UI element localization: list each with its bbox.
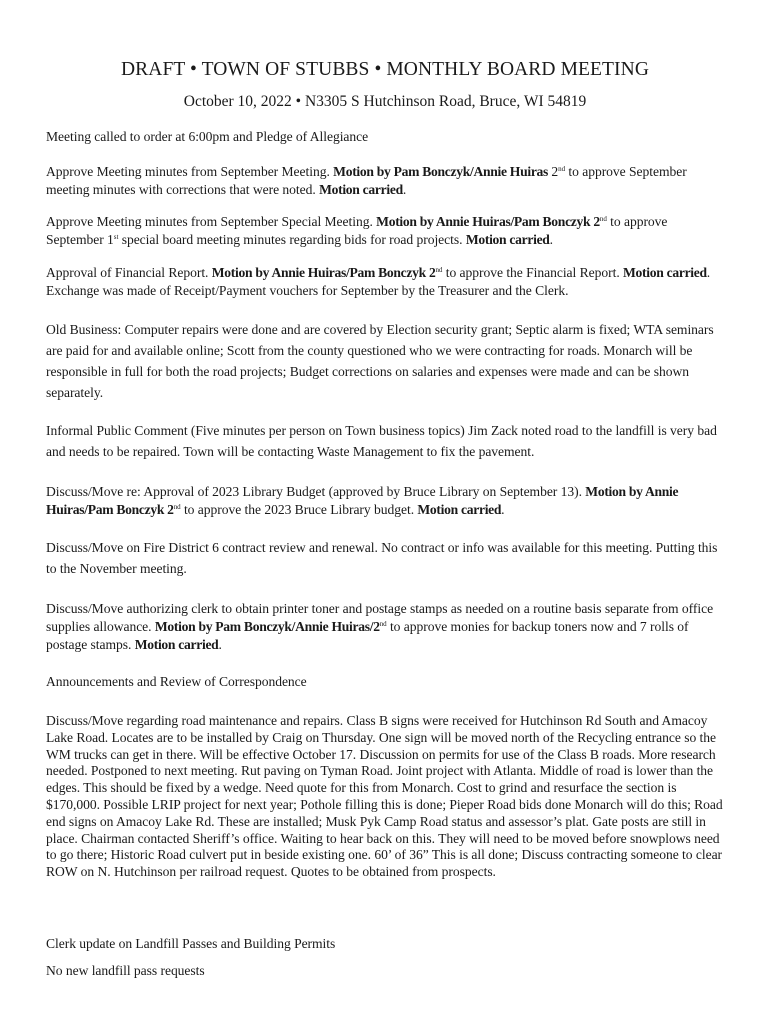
paragraph-fire-district: Discuss/Move on Fire District 6 contract review and renewal. No contract or info was available for this meeting. Putting this to the November meeting. xyxy=(46,540,718,576)
paragraph-printer-toner-stamps: Discuss/Move authorizing clerk to obtain printer toner and postage stamps as needed on a routine basis separate from office supplies allowance. Motion by Pam Bonczyk/Annie Huiras/2nd to approve monies for backup toners now and 7 rolls of postage stamps. Motion carried. xyxy=(46,601,714,652)
motion-text: Motion by Pam Bonczyk/Annie Huiras xyxy=(333,164,549,179)
motion-result: Motion carried xyxy=(319,182,403,197)
motion-text: Motion by Annie Huiras/Pam Bonczyk 2 xyxy=(211,265,436,280)
motion-result: Motion carried xyxy=(417,502,502,517)
paragraph-landfill-pass: No new landfill pass requests xyxy=(46,963,205,978)
motion-text: Motion by Pam Bonczyk/Annie Huiras/2 xyxy=(154,619,380,634)
motion-result: Motion carried xyxy=(134,637,219,652)
meeting-date-location: October 10, 2022 • N3305 S Hutchinson Road, Bruce, WI 54819 xyxy=(183,93,587,110)
document-title: DRAFT • TOWN OF STUBBS • MONTHLY BOARD MEETING xyxy=(120,59,650,80)
paragraph-public-comment: Informal Public Comment (Five minutes per person on Town business topics) Jim Zack noted road to the landfill is very bad and needs to be repaired. Town will be contacting Waste Management to fix the pavement. xyxy=(46,423,717,459)
paragraph-library-budget: Discuss/Move re: Approval of 2023 Library Budget (approved by Bruce Library on September 13). Motion by Annie Huiras/Pam Bonczyk 2nd to approve the 2023 Bruce Library budget. Motion carried. xyxy=(46,484,679,517)
motion-result: Motion carried xyxy=(623,265,707,280)
paragraph-approve-september-minutes: Approve Meeting minutes from September Meeting. Motion by Pam Bonczyk/Annie Huiras 2nd to approve September meeting minutes with corrections that were noted. Motion carried. xyxy=(46,164,687,197)
paragraph-financial-report: Approval of Financial Report. Motion by Annie Huiras/Pam Bonczyk 2nd to approve the Financial Report. Motion carried. Exchange was made of Receipt/Payment vouchers for September by the Treasurer and the Clerk. xyxy=(46,265,711,298)
paragraph-approve-special-meeting-minutes: Approve Meeting minutes from September Special Meeting. Motion by Annie Huiras/Pam Bonczyk 2nd to approve September 1st special board meeting minutes regarding bids for road projects. Motion carried. xyxy=(46,214,668,247)
motion-result: Motion carried xyxy=(465,232,550,247)
motion-text: Motion by Annie Huiras/Pam Bonczyk 2 xyxy=(46,484,679,517)
paragraph-announcements: Announcements and Review of Correspondence xyxy=(46,674,307,689)
paragraph-clerk-update: Clerk update on Landfill Passes and Building Permits xyxy=(46,936,336,951)
paragraph-road-maintenance: Discuss/Move regarding road maintenance and repairs. Class B signs were received for Hutchinson Rd South and Amacoy Lake Road. Locates are to be installed by Craig on Thursday. One sign will be moved north of the Recycling entrance so the WM trucks can get in there. Will be effective October 17. Discussion on permits for use of the Class B roads. More research needed. Postponed to next meeting. Rut paving on Tyman Road. Joint project with Atlanta. Middle of road is lower than the edges. This should be fixed by a wedge. Need quote for this from Monarch. Cost to grind and resurface the section is $170,000. Possible LRIP project for next year; Pothole filling this is done; Pieper Road bids done Monarch will do this; Road end signs on Amacoy Lake Rd. These are installed; Musk Pyk Camp Road status and assessor’s plat. Gate posts are still in place. Chairman contacted Sheriff’s office. Waiting to hear back on this. They will need to be moved before snowplows need to go there; Historic Road culvert put in beside existing one. 60’ of 36” This is all done; Discuss contracting someone to clear ROW on N. Hutchinson per railroad request. Quotes to be obtained from prospects. xyxy=(46,713,723,880)
motion-text: Motion by Annie Huiras/Pam Bonczyk 2 xyxy=(376,214,600,229)
paragraph-call-to-order: Meeting called to order at 6:00pm and Pledge of Allegiance xyxy=(46,129,369,144)
paragraph-old-business: Old Business: Computer repairs were done and are covered by Election security grant; Septic alarm is fixed; WTA seminars are paid for and available online; Scott from the county questioned who we were contracting for roads. Monarch will be responsible in full for both the road projects; Budget corrections on salaries and expenses were made and can be shown separately. xyxy=(46,322,714,400)
